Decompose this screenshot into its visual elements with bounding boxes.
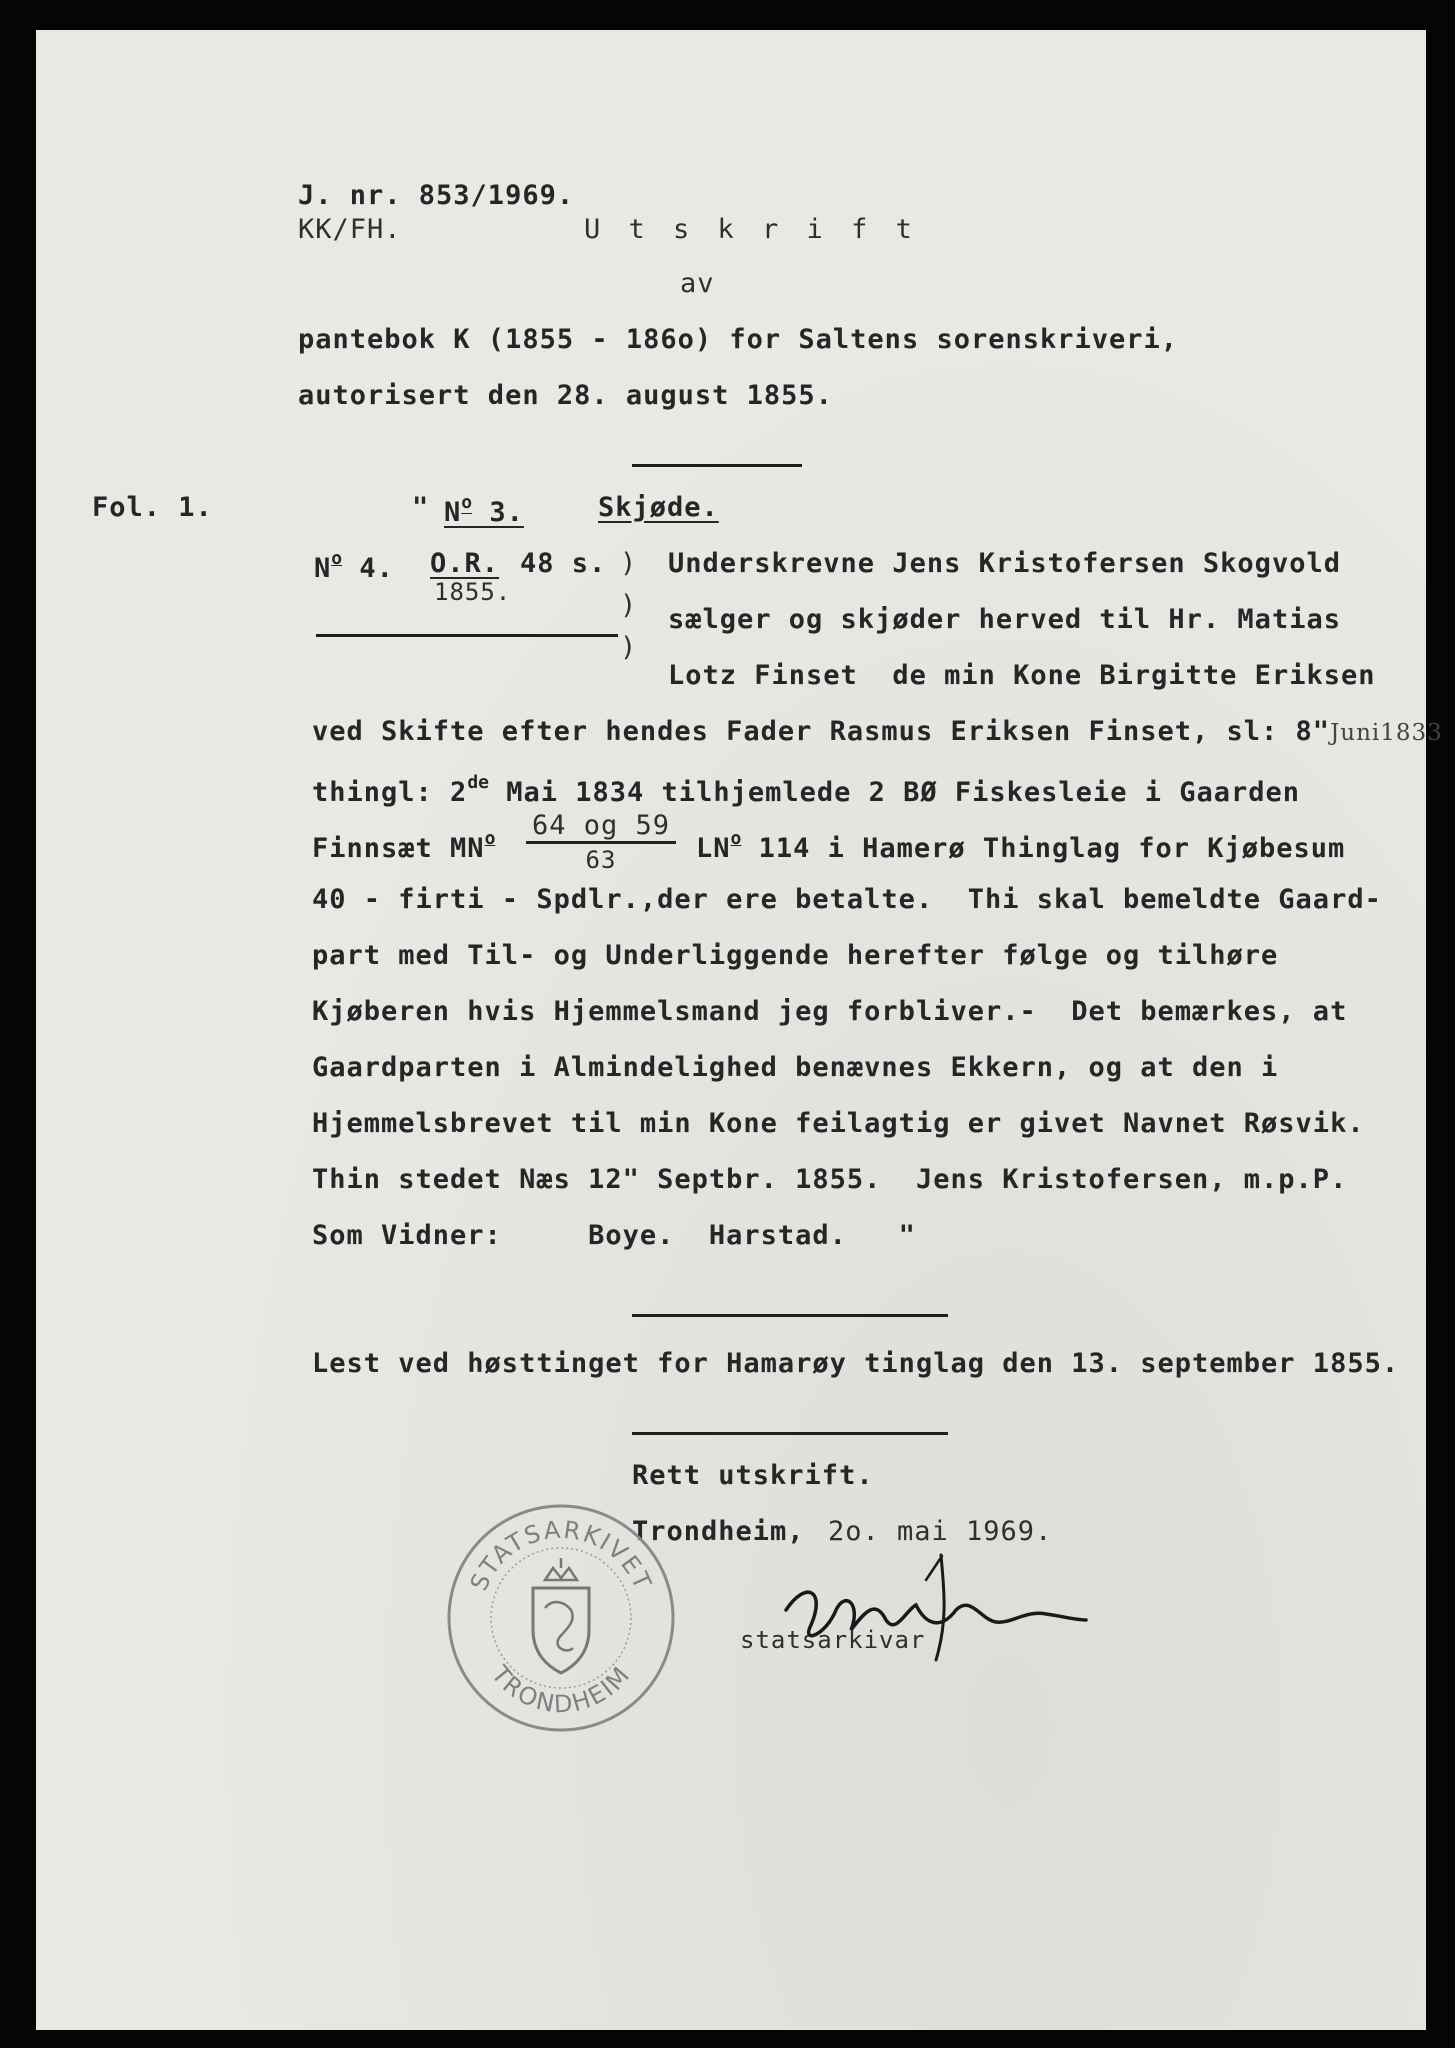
reading-note: Lest ved høsttinget for Hamarøy tinglag den 13. september 1855.	[312, 1348, 1400, 1379]
source-line-1: pantebok K (1855 - 186o) for Saltens sorenskriveri,	[298, 324, 1179, 355]
deed-line-1: Underskrevne Jens Kristofersen Skogvold	[668, 548, 1341, 579]
deed-line-10: Gaardparten i Almindelighed benævnes Ekkern, og at den i	[312, 1052, 1279, 1083]
fraction-numerator: 64 og 59	[526, 810, 676, 844]
journal-number: J. nr. 853/1969.	[298, 180, 575, 211]
divider-3	[632, 1432, 948, 1435]
deed-line-7: 40 - firti - Spdlr.,der ere betalte. Thi skal bemeldte Gaard-	[312, 884, 1382, 915]
margin-number: $N^o$ 4.	[314, 548, 394, 584]
deed-line-9: Kjøberen hvis Hjemmelsmand jeg forbliver.- Det bemærkes, at	[312, 996, 1348, 1027]
brace-mark-3: )	[620, 632, 638, 663]
svg-text:STATSARKIVET: STATSARKIVET	[464, 1515, 658, 1595]
certification-text: Rett utskrift.	[632, 1460, 874, 1491]
document-title: U t s k r i f t	[584, 214, 918, 245]
deed-line-11: Hjemmelsbrevet til min Kone feilagtig er givet Navnet Røsvik.	[312, 1108, 1365, 1139]
signatory-role: statsarkivar	[740, 1626, 926, 1654]
deed-line-12: Thin stedet Næs 12" Septbr. 1855. Jens Kristofersen, m.p.P.	[312, 1164, 1348, 1195]
certification-place: Trondheim,	[632, 1516, 805, 1547]
brace-mark-1: )	[620, 548, 638, 579]
deed-line-8: part med Til- og Underliggende herefter følge og tilhøre	[312, 940, 1279, 971]
folio: Fol. 1.	[92, 492, 213, 523]
deed-line-3: Lotz Finset de min Kone Birgitte Eriksen	[668, 660, 1376, 691]
handwritten-signature	[766, 1550, 1096, 1670]
deed-line-4: ved Skifte efter hendes Fader Rasmus Eriksen Finset, sl: 8"Juni1833	[312, 716, 1443, 747]
divider-1	[632, 464, 802, 467]
margin-rule	[316, 634, 618, 637]
margin-or: O.R.	[430, 548, 500, 579]
deed-line-6-end: $LN^o$ 114 i Hamerø Thinglag for Kjøbesum	[696, 828, 1346, 864]
brace-mark-2: )	[620, 590, 638, 621]
archive-stamp	[441, 1498, 681, 1738]
deed-line-5: thingl: 2de Mai 1834 tilhjemlede 2 BØ Fiskesleie i Gaarden	[312, 772, 1301, 808]
deed-line-2: sælger og skjøder herved til Hr. Matias	[668, 604, 1341, 635]
document-page	[36, 30, 1443, 2030]
title-av: av	[680, 268, 715, 299]
divider-2	[632, 1314, 948, 1317]
initials: KK/FH.	[298, 214, 402, 245]
deed-line-13: Som Vidner: Boye. Harstad. "	[312, 1220, 916, 1251]
source-line-2: autorisert den 28. august 1855.	[298, 380, 833, 411]
entry-number: $N^o$ 3.	[444, 492, 524, 528]
deed-title: Skjøde.	[598, 492, 719, 523]
certification-date: 2o. mai 1969.	[828, 1516, 1053, 1547]
quote-open: "	[412, 492, 430, 523]
margin-amount: 48 s.	[520, 548, 607, 579]
deed-line-6-start: Finnsæt $MN^o$	[312, 828, 496, 864]
svg-text:TRONDHEIM: TRONDHEIM	[485, 1660, 637, 1719]
margin-year: 1855.	[434, 578, 512, 606]
fraction-denominator: 63	[585, 846, 617, 874]
